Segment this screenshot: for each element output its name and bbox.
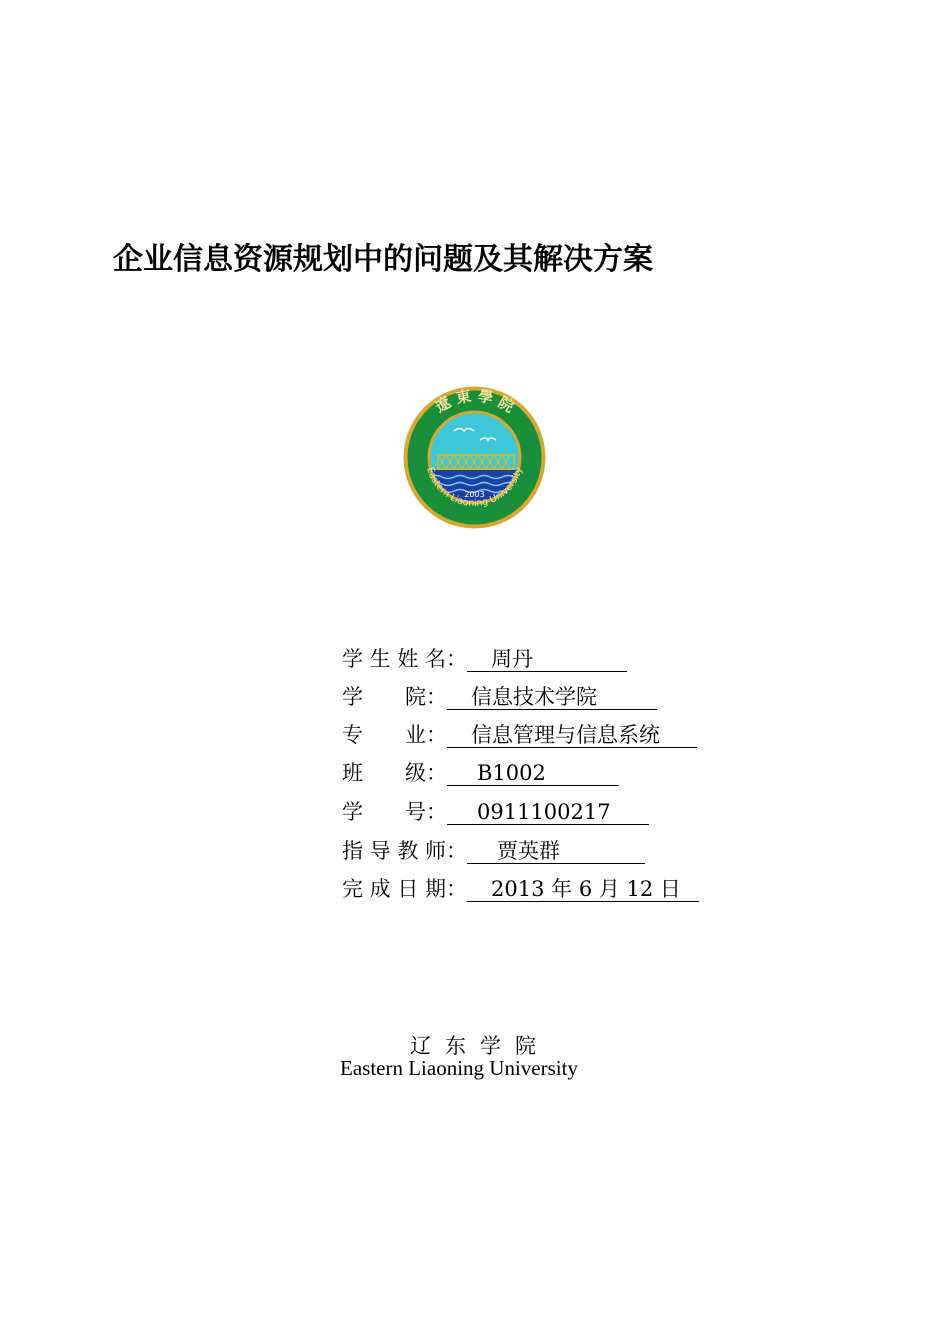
field-student-name (342, 645, 627, 673)
field-student-id (342, 798, 649, 826)
field-major (342, 721, 697, 749)
field-value: 周丹 (467, 647, 627, 672)
field-college (342, 683, 657, 711)
field-class (342, 759, 619, 787)
field-label: 学 生 姓 名： (342, 647, 468, 671)
field-value: 信息技术学院 (447, 685, 657, 710)
field-value: 2013 年 6 月 12 日 (467, 877, 699, 902)
field-label: 完 成 日 期： (342, 877, 468, 901)
seal-year: 2003 (464, 490, 485, 499)
field-label: 班 级： (342, 761, 447, 785)
field-label: 学 号： (342, 800, 447, 824)
field-value: 信息管理与信息系统 (447, 723, 697, 748)
field-label: 学 院： (342, 685, 447, 709)
school-name-english: Eastern Liaoning University (340, 1056, 578, 1080)
seal-ring-text: Eastern Liaoning University (424, 465, 525, 510)
university-seal-logo (402, 385, 547, 530)
seal-ring-text: 遼 東 學 院 (431, 386, 518, 417)
school-name-chinese: 辽东学院 (410, 1034, 550, 1058)
field-label: 指 导 教 师： (342, 839, 468, 863)
document-title: 企业信息资源规划中的问题及其解决方案 (113, 242, 653, 277)
field-value: B1002 (447, 761, 619, 786)
field-advisor (342, 837, 645, 865)
field-value: 0911100217 (447, 800, 649, 825)
field-completion-date (342, 875, 699, 903)
field-label: 专 业： (342, 723, 447, 747)
field-value: 贾英群 (467, 839, 645, 864)
